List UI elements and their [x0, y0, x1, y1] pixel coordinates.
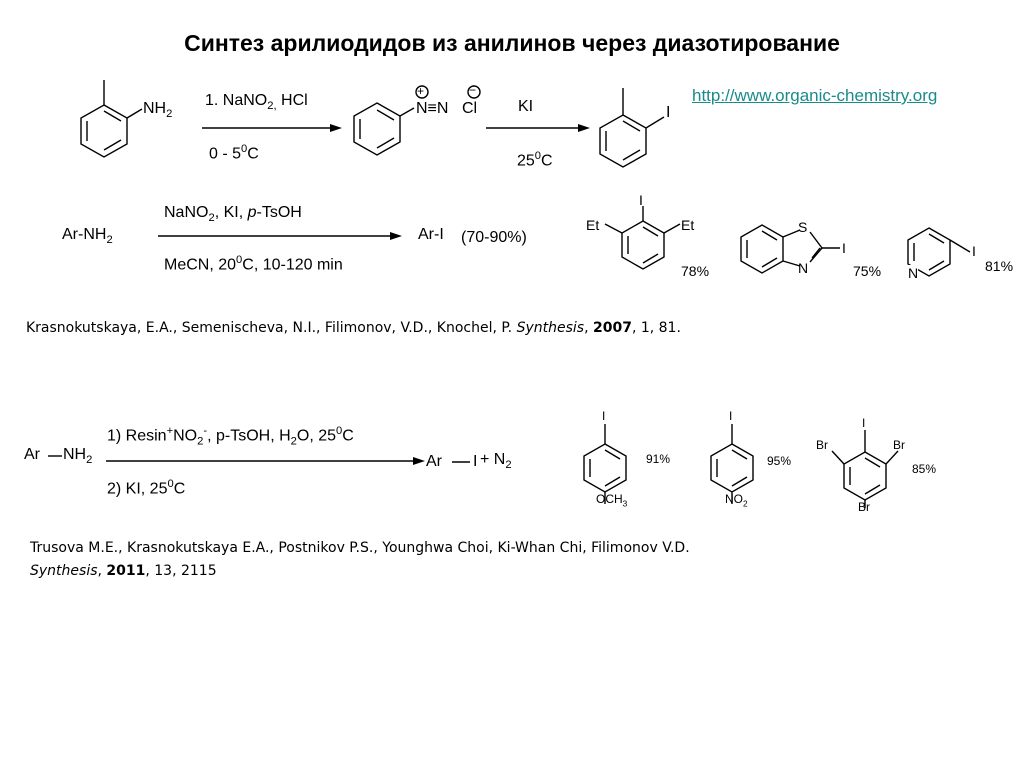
scheme2-yield-range: (70-90%) [461, 229, 527, 246]
tribromo-br-right-label: Br [893, 438, 905, 452]
ex3-yield: 81% [985, 258, 1014, 274]
reference-2-authors: Trusova M.E., Krasnokutskaya E.A., Postnikov P.S., Younghwa Choi, Ki-Whan Chi, Filimonov V.D. [30, 540, 690, 556]
amine-label: $NH_2$ [143, 100, 173, 121]
diethyl-iodobenzene-structure [605, 206, 680, 269]
source-link[interactable]: http://www.organic-chemistry.org [692, 86, 938, 105]
scheme2-amine: $Ar-NH_2$ [62, 226, 113, 247]
ex1-et-right-label: Et [681, 217, 695, 233]
iodobenzothiazole-structure [741, 225, 840, 273]
ex1-et-left-label: Et [586, 217, 600, 233]
arrowhead-scheme3 [413, 457, 425, 465]
anisole-iodine-label: I [602, 409, 606, 423]
ex2-yield: 75% [853, 263, 882, 279]
ex2-iodine-label: I [842, 240, 846, 256]
scheme3-product-ar: Ar [426, 453, 442, 470]
ex2-sulfur-label: S [798, 219, 808, 235]
ex1-iodine-label: I [639, 192, 643, 208]
arrowhead-scheme2 [390, 232, 402, 240]
scheme2-conditions: MeCN, $20^0C$, 10-120 min [164, 254, 343, 274]
chloride-label: Cl [462, 100, 478, 117]
tribromoiodobenzene-structure [832, 430, 898, 508]
scheme3-nitrogen: + $N_2$ [480, 451, 512, 472]
tribromo-br-bottom-label: Br [858, 500, 870, 514]
tribromo-iodine-label: I [862, 416, 866, 430]
tribromo-br-left-label: Br [816, 438, 828, 452]
diazonium-label: N≡N [416, 100, 449, 117]
plus-charge: + [417, 84, 425, 98]
page-title: Синтез арилиодидов из анилинов через диазотирование [184, 30, 840, 56]
nitro-iodine-label: I [729, 409, 733, 423]
ex3-iodine-label: I [972, 243, 976, 259]
ex3-nitrogen-label: N [908, 265, 919, 281]
scheme3-ar: Ar [24, 446, 40, 463]
nitro-yield: 95% [767, 454, 792, 468]
minus-charge: − [469, 83, 477, 97]
nitro-group-label: $NO_2$ [725, 492, 748, 509]
tribromo-yield: 85% [912, 462, 937, 476]
scheme3-product-i: I [473, 453, 478, 470]
scheme3-step2: 2) KI, $25^0C$ [107, 478, 186, 498]
iodine-label: I [666, 104, 671, 121]
scheme2-product: Ar-I [418, 226, 444, 243]
scheme3-step1: 1) $Resin^+NO_2^-$, p-TsOH, $H_2O$, $25^0C$ [107, 425, 354, 448]
toluidine-structure [81, 80, 142, 157]
step1-temperature: $0 - 5^0C$ [209, 143, 259, 163]
iodotoluene-structure [600, 88, 664, 167]
step2-reagent: KI [518, 98, 534, 115]
ex1-yield: 78% [681, 263, 710, 279]
reference-1: Krasnokutskaya, E.A., Semenischeva, N.I., Filimonov, V.D., Knochel, P. Synthesis, 2007, 1, 81. [26, 320, 681, 336]
scheme2-reagents: NaNO$_2$, KI, p-TsOH [164, 204, 302, 225]
scheme3-amine: $NH_2$ [63, 446, 93, 467]
step1-reagents: 1. NaNO$_{2,}$ HCl [205, 92, 308, 113]
arrowhead-step1 [330, 124, 342, 132]
arrowhead-step2 [578, 124, 590, 132]
step2-temperature: $25^0C$ [517, 150, 553, 170]
ex2-nitrogen-label: N [798, 260, 809, 276]
anisole-methoxy-label: $OCH_3$ [596, 492, 628, 509]
anisole-yield: 91% [646, 452, 671, 466]
reference-2-citation: Synthesis, 2011, 13, 2115 [30, 563, 217, 579]
